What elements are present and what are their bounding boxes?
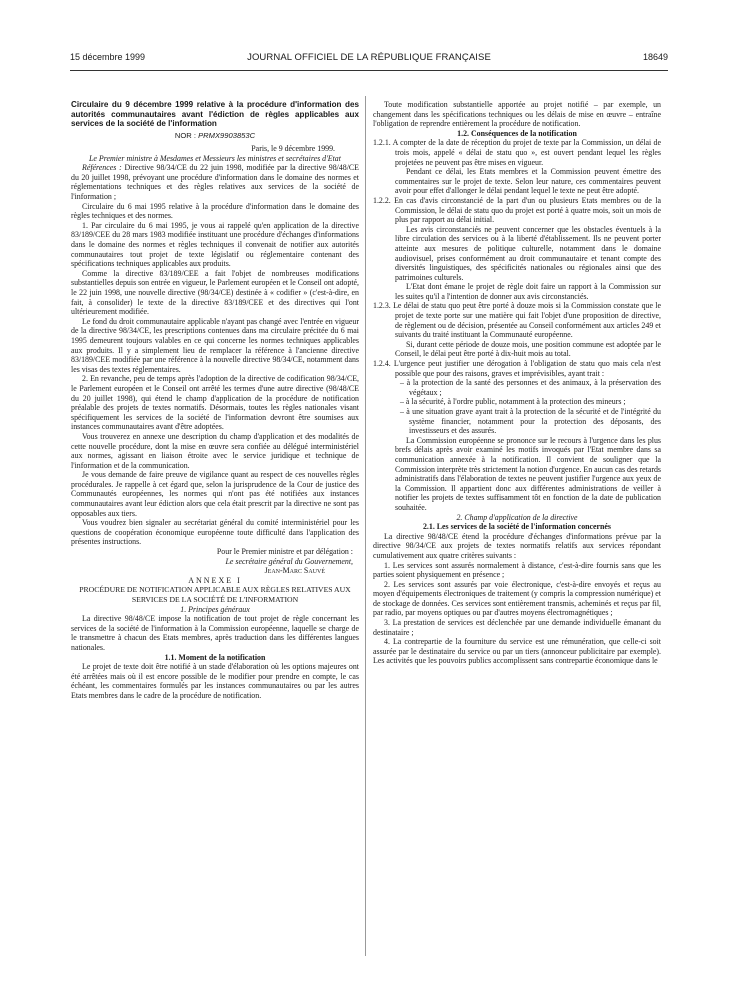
section-heading: 1. Principes généraux xyxy=(180,604,250,614)
annex-title: PROCÉDURE DE NOTIFICATION APPLICABLE AUX RÈGLES RELATIVES AUX SERVICES DE LA SOCIÉTÉ DE L'INFORMATION xyxy=(79,585,351,604)
paragraph: 2. En revanche, peu de temps après l'adoption de la directive de codification 98/34/CE, le Parlement européen et le Conseil ont arrêté les termes d'une autre directive (98/48/CE du 20 juillet 1998), qui étend le champ d'application de la procédure de notification préalable des projets de textes normatifs. Désormais, toutes les règles nationales visant spécifiquement les services de la société de l'information devront être soumises aux instances communautaires avant d'être adoptées. xyxy=(71,374,359,432)
references xyxy=(71,163,359,201)
signatory-name: Jean-Marc Sauvé xyxy=(264,566,325,576)
numbered-item: 1.2.2. En cas d'avis circonstancié de la part d'un ou plusieurs Etats membres ou de la Commission, le délai de statu quo du projet est porté à quatre mois, soit un mois de plus par rapport au délai initial. xyxy=(373,195,661,225)
section-heading: 2. Champ d'application de la directive xyxy=(456,512,578,522)
references-text: Directive 98/34/CE du 22 juin 1998, modifiée par la directive 98/48/CE du 20 juillet 1998, prévoyant une procédure d'information dans le domaine des normes et réglementations techniques et des règles relatives aux services de la société de l'information ; xyxy=(71,163,360,202)
paragraph: Vous trouverez en annexe une description du champ d'application et des modalités de cette nouvelle procédure, dont la mise en œuvre sera confiée au délégué interministériel aux normes, agissant en liaison étroite avec le service juridique et technique de l'information et de la communication. xyxy=(71,431,359,470)
paragraph: La directive 98/48/CE étend la procédure d'échanges d'informations prévue par la directive 98/34/CE aux projets de textes normatifs relatifs aux services répondant cumulativement aux quatre critères suivants : xyxy=(373,531,661,560)
nor-label: NOR : xyxy=(174,130,196,140)
signature-line-2: Le secrétaire général du Gouvernement, xyxy=(225,556,353,566)
paragraph: La directive 98/48/CE impose la notification de tout projet de règle concernant les services de la société de l'information à la Commission européenne, laquelle se charge de le transmettre à chacun des Etats membres, après traduction dans les différentes langues nationales. xyxy=(71,614,359,652)
issue-date: 15 décembre 1999 xyxy=(70,52,146,62)
subsection-heading: 2.1. Les services de la société de l'information concernés xyxy=(422,522,612,532)
paragraph: Je vous demande de faire preuve de vigilance quant au respect de ces nouvelles règles procédurales. Je rappelle à cet égard que, selon la jurisprudence de la Cour de justice des Communautés européennes, les normes qui n'ont pas été notifiées aux instances communautaires avant leur édiction alors que cela était prescrit par la directive ne sont pas opposables aux tiers. xyxy=(71,470,359,518)
page-number: 18649 xyxy=(642,52,668,62)
paragraph: Pendant ce délai, les Etats membres et la Commission peuvent émettre des commentaires sur le projet de texte. Selon leur nature, ces commentaires peuvent avoir pour effet d'allonger le délai pendant lequel le texte ne peut être adopté. xyxy=(395,167,661,196)
list-item: 2. Les services sont assurés par voie électronique, c'est-à-dire envoyés et reçus au moyen d'équipements électroniques de traitement (y compris la compression numérique) et de stockage de données. Ces services sont entièrement transmis, acheminés et reçus par fil, par radio, par moyens optiques ou par d'autres moyens électromagnétiques ; xyxy=(373,579,661,618)
signature-line-1: Pour le Premier ministre et par délégation : xyxy=(216,547,353,557)
annex-heading: ANNEXE I xyxy=(188,575,242,585)
paragraph: La Commission européenne se prononce sur le recours à l'urgence dans les plus brefs délais après avoir examiné les motifs invoqués par l'Etat membre dans sa communication annexée à la notification. Il convient de souligner que la Commission interprète très strictement la notion d'urgence. En aucun cas des retards administratifs dans l'élaboration de textes ne peuvent justifier l'urgence aux yeux de la Commission. Il appartient donc aux différentes administrations de veiller à notifier les projets de textes suffisamment tôt en fonction de la date de publication souhaitée. xyxy=(395,435,661,512)
numbered-item: 1.2.4. L'urgence peut justifier une dérogation à l'obligation de statu quo mais cela n'est possible que pour des raisons, graves et imprévisibles, ayant trait : xyxy=(373,359,661,378)
paragraph: Les avis circonstanciés ne peuvent concerner que les obstacles éventuels à la libre circulation des services ou à la liberté d'établissement. Ils ne peuvent porter atteinte aux mesures de politique culturelle, notamment dans le domaine audiovisuel, prises conformément au droit communautaire et tenant compte des diversités linguistiques, des spécificités nationales ou régionales ainsi que des patrimoines culturels. xyxy=(395,224,661,282)
addressee: Le Premier ministre à Mesdames et Messieurs les ministres et secrétaires d'Etat xyxy=(89,153,341,163)
paragraph: Le fond du droit communautaire applicable n'ayant pas changé avec l'entrée en vigueur de la directive 98/34/CE, les prescriptions contenues dans ma circulaire précitée du 6 mai 1995 demeurent toujours valables en ce qui concerne les normes techniques applicables aux produits. Il y a simplement lieu de remplacer la référence à l'ancienne directive 83/189/CEE modifiée par une référence à la nouvelle directive 98/34/CE, notamment dans les visas des textes réglementaires. xyxy=(71,316,359,374)
list-item: 4. La contrepartie de la fourniture du service est une rémunération, que celle-ci soit assurée par le destinataire du service ou par un tiers (annonceur publicitaire par exemple). Les activités que les pouvoirs publics accomplissent sans contrepartie économique dans le xyxy=(373,637,661,666)
nor-reference xyxy=(71,131,359,141)
list-item: – à la sécurité, à l'ordre public, notamment à la protection des mineurs ; xyxy=(400,397,626,407)
column-divider xyxy=(365,96,366,956)
paragraph: Le projet de texte doit être notifié à un stade d'élaboration où les options majeures ont été arrêtées mais où il est encore possible de le modifier pour prendre en compte, le cas échéant, les commentaires formulés par les instances communautaires ou par les autres Etats membres dans le cadre de la procédure de notification. xyxy=(71,662,359,700)
paragraph: Si, durant cette période de douze mois, une position commune est adoptée par le Conseil, le délai peut être porté à dix-huit mois au total. xyxy=(395,339,661,359)
paragraph: Vous voudrez bien signaler au secrétariat général du comité interministériel pour les questions de coopération économique européenne toute difficulté dans l'application des présentes instructions. xyxy=(71,518,359,547)
paragraph: Comme la directive 83/189/CEE a fait l'objet de nombreuses modifications substantielles depuis son entrée en vigueur, le Parlement européen et le Conseil ont adopté, le 22 juin 1998, une nouvelle directive (98/34/CE) destinée à « codifier » (c'est-à-dire, en fait, à consolider) le texte de la directive 83/189/CEE et des directives qui l'ont ultérieurement modifiée. xyxy=(71,268,359,317)
numbered-item: 1.2.3. Le délai de statu quo peut être porté à douze mois si la Commission constate que le projet de texte porte sur une matière qui fait l'objet d'une proposition de directive, de règlement ou de décision, présentée au Conseil conformément aux articles 249 et suivants du traité instituant la Communauté européenne. xyxy=(373,301,661,340)
subsection-heading: 1.2. Conséquences de la notification xyxy=(457,128,577,138)
header-rule xyxy=(70,70,668,71)
numbered-item: 1.2.1. A compter de la date de réception du projet de texte par la Commission, un délai de trois mois, appelé « délai de statu quo », est ouvert pendant lequel les règles projetées ne peuvent pas être mises en vigueur. xyxy=(373,138,661,167)
circular-title: Circulaire du 9 décembre 1999 relative à la procédure d'information des autorités communautaires avant l'édiction de règles applicables aux services de la société de l'information xyxy=(71,100,359,128)
right-column xyxy=(373,100,661,666)
paragraph: L'Etat dont émane le projet de règle doit faire un rapport à la Commission sur les suites qu'il a l'intention de donner aux avis circonstanciés. xyxy=(395,282,661,301)
left-column xyxy=(71,100,359,701)
list-item: – à une situation grave ayant trait à la protection de la sécurité et de l'intégrité du système financier, notamment pour la protection des déposants, des investisseurs et des assurés. xyxy=(400,407,661,436)
list-item: – à la protection de la santé des personnes et des animaux, à la préservation des végétaux ; xyxy=(400,378,661,397)
list-item: 1. Les services sont assurés normalement à distance, c'est-à-dire fournis sans que les parties soient physiquement en présence ; xyxy=(373,560,661,580)
list-item: 3. La prestation de services est déclenchée par une demande individuelle émanant du destinataire ; xyxy=(373,618,661,637)
subsection-heading: 1.1. Moment de la notification xyxy=(164,652,266,662)
paragraph: Circulaire du 6 mai 1995 relative à la procédure d'information dans le domaine des règles techniques et des normes. xyxy=(71,201,359,221)
references-label: Références : xyxy=(82,163,122,173)
paragraph: 1. Par circulaire du 6 mai 1995, je vous ai rappelé qu'en application de la directive 83/189/CEE du 28 mars 1983 modifiée instituant une procédure d'échanges d'informations dans le domaine des normes et règles techniques il convenait de notifier aux autorités communautaires tout projet de texte législatif ou réglementaire contenant des spécifications techniques applicables aux produits. xyxy=(71,220,359,269)
nor-code: PRMX9903853C xyxy=(198,130,256,140)
page-header xyxy=(70,52,668,66)
place-date: Paris, le 9 décembre 1999. xyxy=(251,144,335,154)
paragraph: Toute modification substantielle apportée au projet notifié – par exemple, un changement dans les spécifications techniques ou les délais de mise en œuvre – entraîne l'obligation de reprendre entièrement la procédure de notification. xyxy=(373,100,661,129)
journal-title: JOURNAL OFFICIEL DE LA RÉPUBLIQUE FRANÇAISE xyxy=(247,52,491,63)
